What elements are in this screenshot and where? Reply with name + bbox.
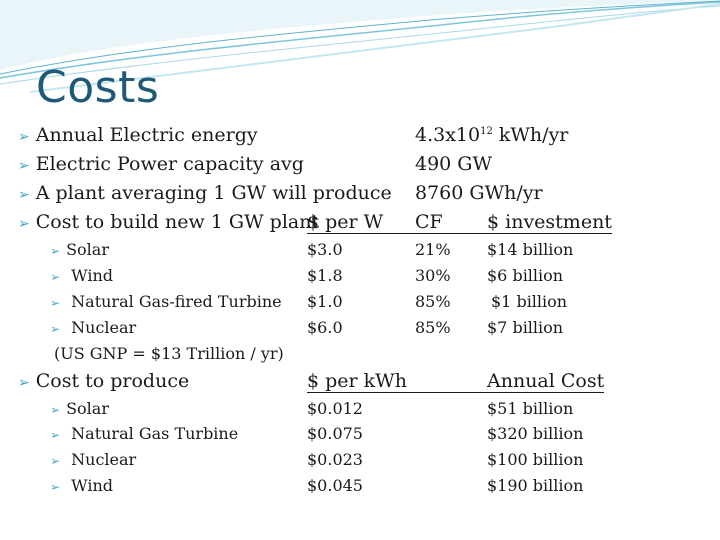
build-row-invest: $7 billion: [487, 318, 564, 337]
build-row-name: ➢ Solar: [50, 240, 109, 259]
bullet-icon: ➢: [18, 129, 30, 145]
produce-row-cost: $0.075: [307, 424, 363, 443]
bullet-icon: ➢: [18, 216, 30, 232]
bullet-icon: ➢: [50, 270, 61, 284]
build-row-cost: $1.0: [307, 292, 343, 311]
build-row-cost: $6.0: [307, 318, 343, 337]
produce-row-annual: $320 billion: [487, 424, 584, 443]
produce-row-annual: $51 billion: [487, 399, 574, 418]
produce-row-cost: $0.012: [307, 399, 363, 418]
row-power-capacity-value: 490 GW: [415, 153, 493, 175]
build-col-invest-header: $ investment: [487, 211, 612, 233]
row-power-capacity: [18, 153, 304, 175]
bullet-icon: ➢: [50, 454, 61, 468]
row-label: A plant averaging 1 GW will produce: [35, 182, 392, 204]
build-row-cf: 21%: [415, 240, 451, 259]
build-row-invest: $6 billion: [487, 266, 564, 285]
produce-row-name: ➢ Wind: [50, 476, 113, 495]
produce-section-label: ➢ Cost to produce: [18, 370, 190, 392]
row-plant-produce: [18, 182, 392, 204]
build-row-cost: $1.8: [307, 266, 343, 285]
row-annual-energy-value: $4.3x10^{12}$ kWh/yr: [415, 124, 569, 146]
page-title: Costs: [36, 62, 160, 113]
build-row-cost: $3.0: [307, 240, 343, 259]
row-label: Electric Power capacity avg: [35, 153, 304, 175]
produce-row-annual: $100 billion: [487, 450, 584, 469]
build-row-invest: $14 billion: [487, 240, 574, 259]
build-row-cf: 85%: [415, 292, 451, 311]
produce-col-cost-header: $ per kWh: [307, 370, 487, 393]
build-section-label: ➢ Cost to build new 1 GW plant: [18, 211, 320, 233]
build-row-cf: 85%: [415, 318, 451, 337]
build-col-cf-header: CF: [415, 211, 487, 234]
build-row-name: ➢ Nuclear: [50, 318, 137, 337]
bullet-icon: ➢: [50, 244, 61, 258]
bullet-icon: ➢: [50, 480, 61, 494]
bullet-icon: ➢: [18, 158, 30, 174]
bullet-icon: ➢: [18, 375, 30, 391]
bullet-icon: ➢: [50, 428, 61, 442]
bullet-icon: ➢: [50, 403, 61, 417]
row-annual-energy: [18, 124, 258, 146]
build-row-cf: 30%: [415, 266, 451, 285]
produce-row-cost: $0.045: [307, 476, 363, 495]
produce-row-name: ➢ Nuclear: [50, 450, 137, 469]
row-label: Annual Electric energy: [35, 124, 258, 146]
bullet-icon: ➢: [50, 322, 61, 336]
produce-row-cost: $0.023: [307, 450, 363, 469]
bullet-icon: ➢: [18, 187, 30, 203]
produce-row-annual: $190 billion: [487, 476, 584, 495]
produce-row-name: ➢ Solar: [50, 399, 109, 418]
build-row-invest: $1 billion: [491, 292, 568, 311]
gnp-note: (US GNP = $13 Trillion / yr): [54, 344, 284, 363]
produce-row-name: ➢ Natural Gas Turbine: [50, 424, 239, 443]
bullet-icon: ➢: [50, 296, 61, 310]
produce-col-annual-header: Annual Cost: [487, 370, 605, 392]
row-plant-produce-value: 8760 GWh/yr: [415, 182, 543, 204]
build-row-name: ➢ Natural Gas-fired Turbine: [50, 292, 282, 311]
build-col-cost-header: $ per W: [307, 211, 415, 234]
build-row-name: ➢ Wind: [50, 266, 113, 285]
